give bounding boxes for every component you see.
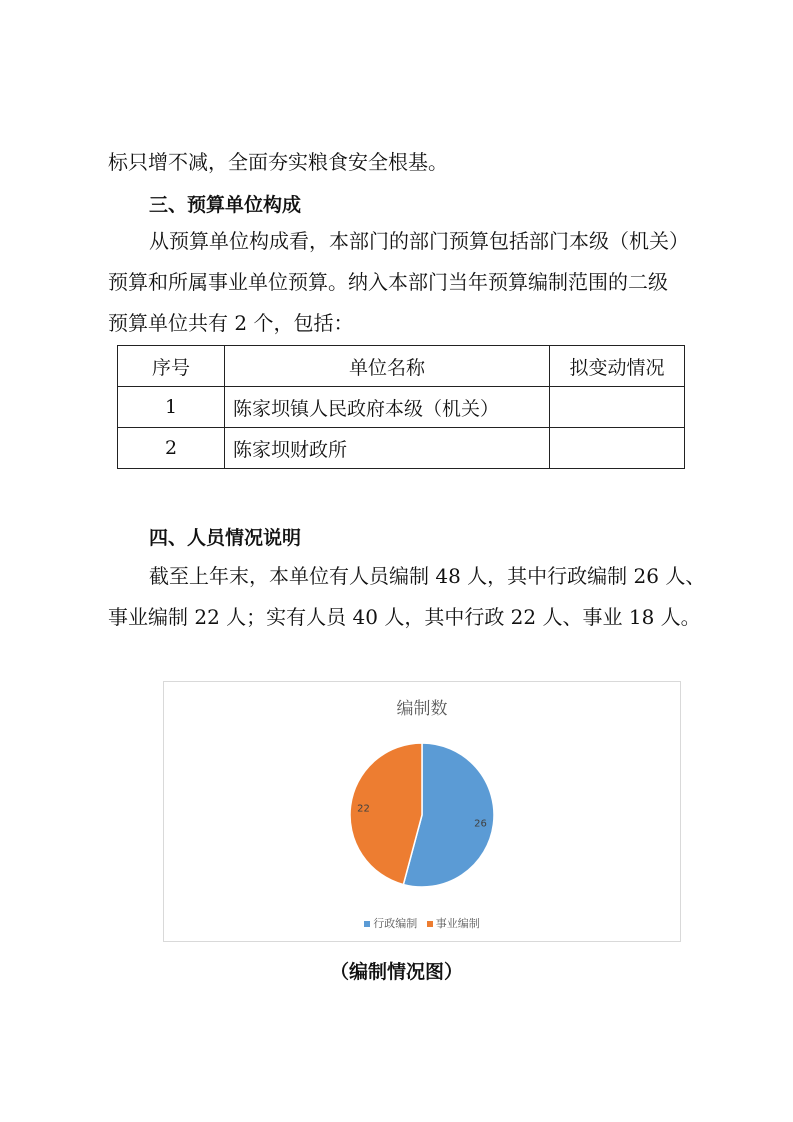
cell-seq: 2 [118,428,225,469]
chart-legend [164,915,680,931]
table-row [118,428,685,469]
cell-change-status [550,428,685,469]
budget-units-table [117,345,685,469]
header-seq: 序号 [118,346,225,387]
legend-label-institution: 事业编制 [435,917,480,930]
budget-units-paragraph-line-3: 预算单位共有 2 个，包括： [108,311,354,335]
cell-unit-name: 陈家坝镇人民政府本级（机关） [225,387,550,428]
pie-plot [164,682,680,902]
legend-label-admin: 行政编制 [373,917,418,930]
section-heading-budget-units: 三、预算单位构成 [149,194,302,216]
staffing-paragraph-line-2: 事业编制 22 人；实有人员 40 人，其中行政 22 人、事业 18 人。 [108,605,701,629]
cell-change-status [550,387,685,428]
staffing-paragraph-line-1: 截至上年末，本单位有人员编制 48 人，其中行政编制 26 人、 [149,564,706,588]
legend-swatch-institution [427,921,433,927]
pie-data-label: 22 [357,803,370,815]
legend-swatch-admin [364,921,370,927]
table-header-row [118,346,685,387]
chart-title: 编制数 [396,699,448,719]
pie-data-label: 26 [474,818,487,830]
header-change-status: 拟变动情况 [550,346,685,387]
cell-seq: 1 [118,387,225,428]
legend-item-admin [364,915,417,931]
cell-unit-name: 陈家坝财政所 [225,428,550,469]
figure-caption: （编制情况图） [329,961,463,983]
staffing-pie-chart [163,681,681,942]
budget-units-paragraph-line-1: 从预算单位构成看，本部门的部门预算包括部门本级（机关） [149,229,689,253]
budget-units-paragraph-line-2: 预算和所属事业单位预算。纳入本部门当年预算编制范围的二级 [108,270,668,294]
header-unit-name: 单位名称 [225,346,550,387]
section-heading-staffing: 四、人员情况说明 [149,527,302,549]
body-line-1: 标只增不减，全面夯实粮食安全根基。 [108,150,448,174]
legend-item-institution [427,915,480,931]
table-row [118,387,685,428]
